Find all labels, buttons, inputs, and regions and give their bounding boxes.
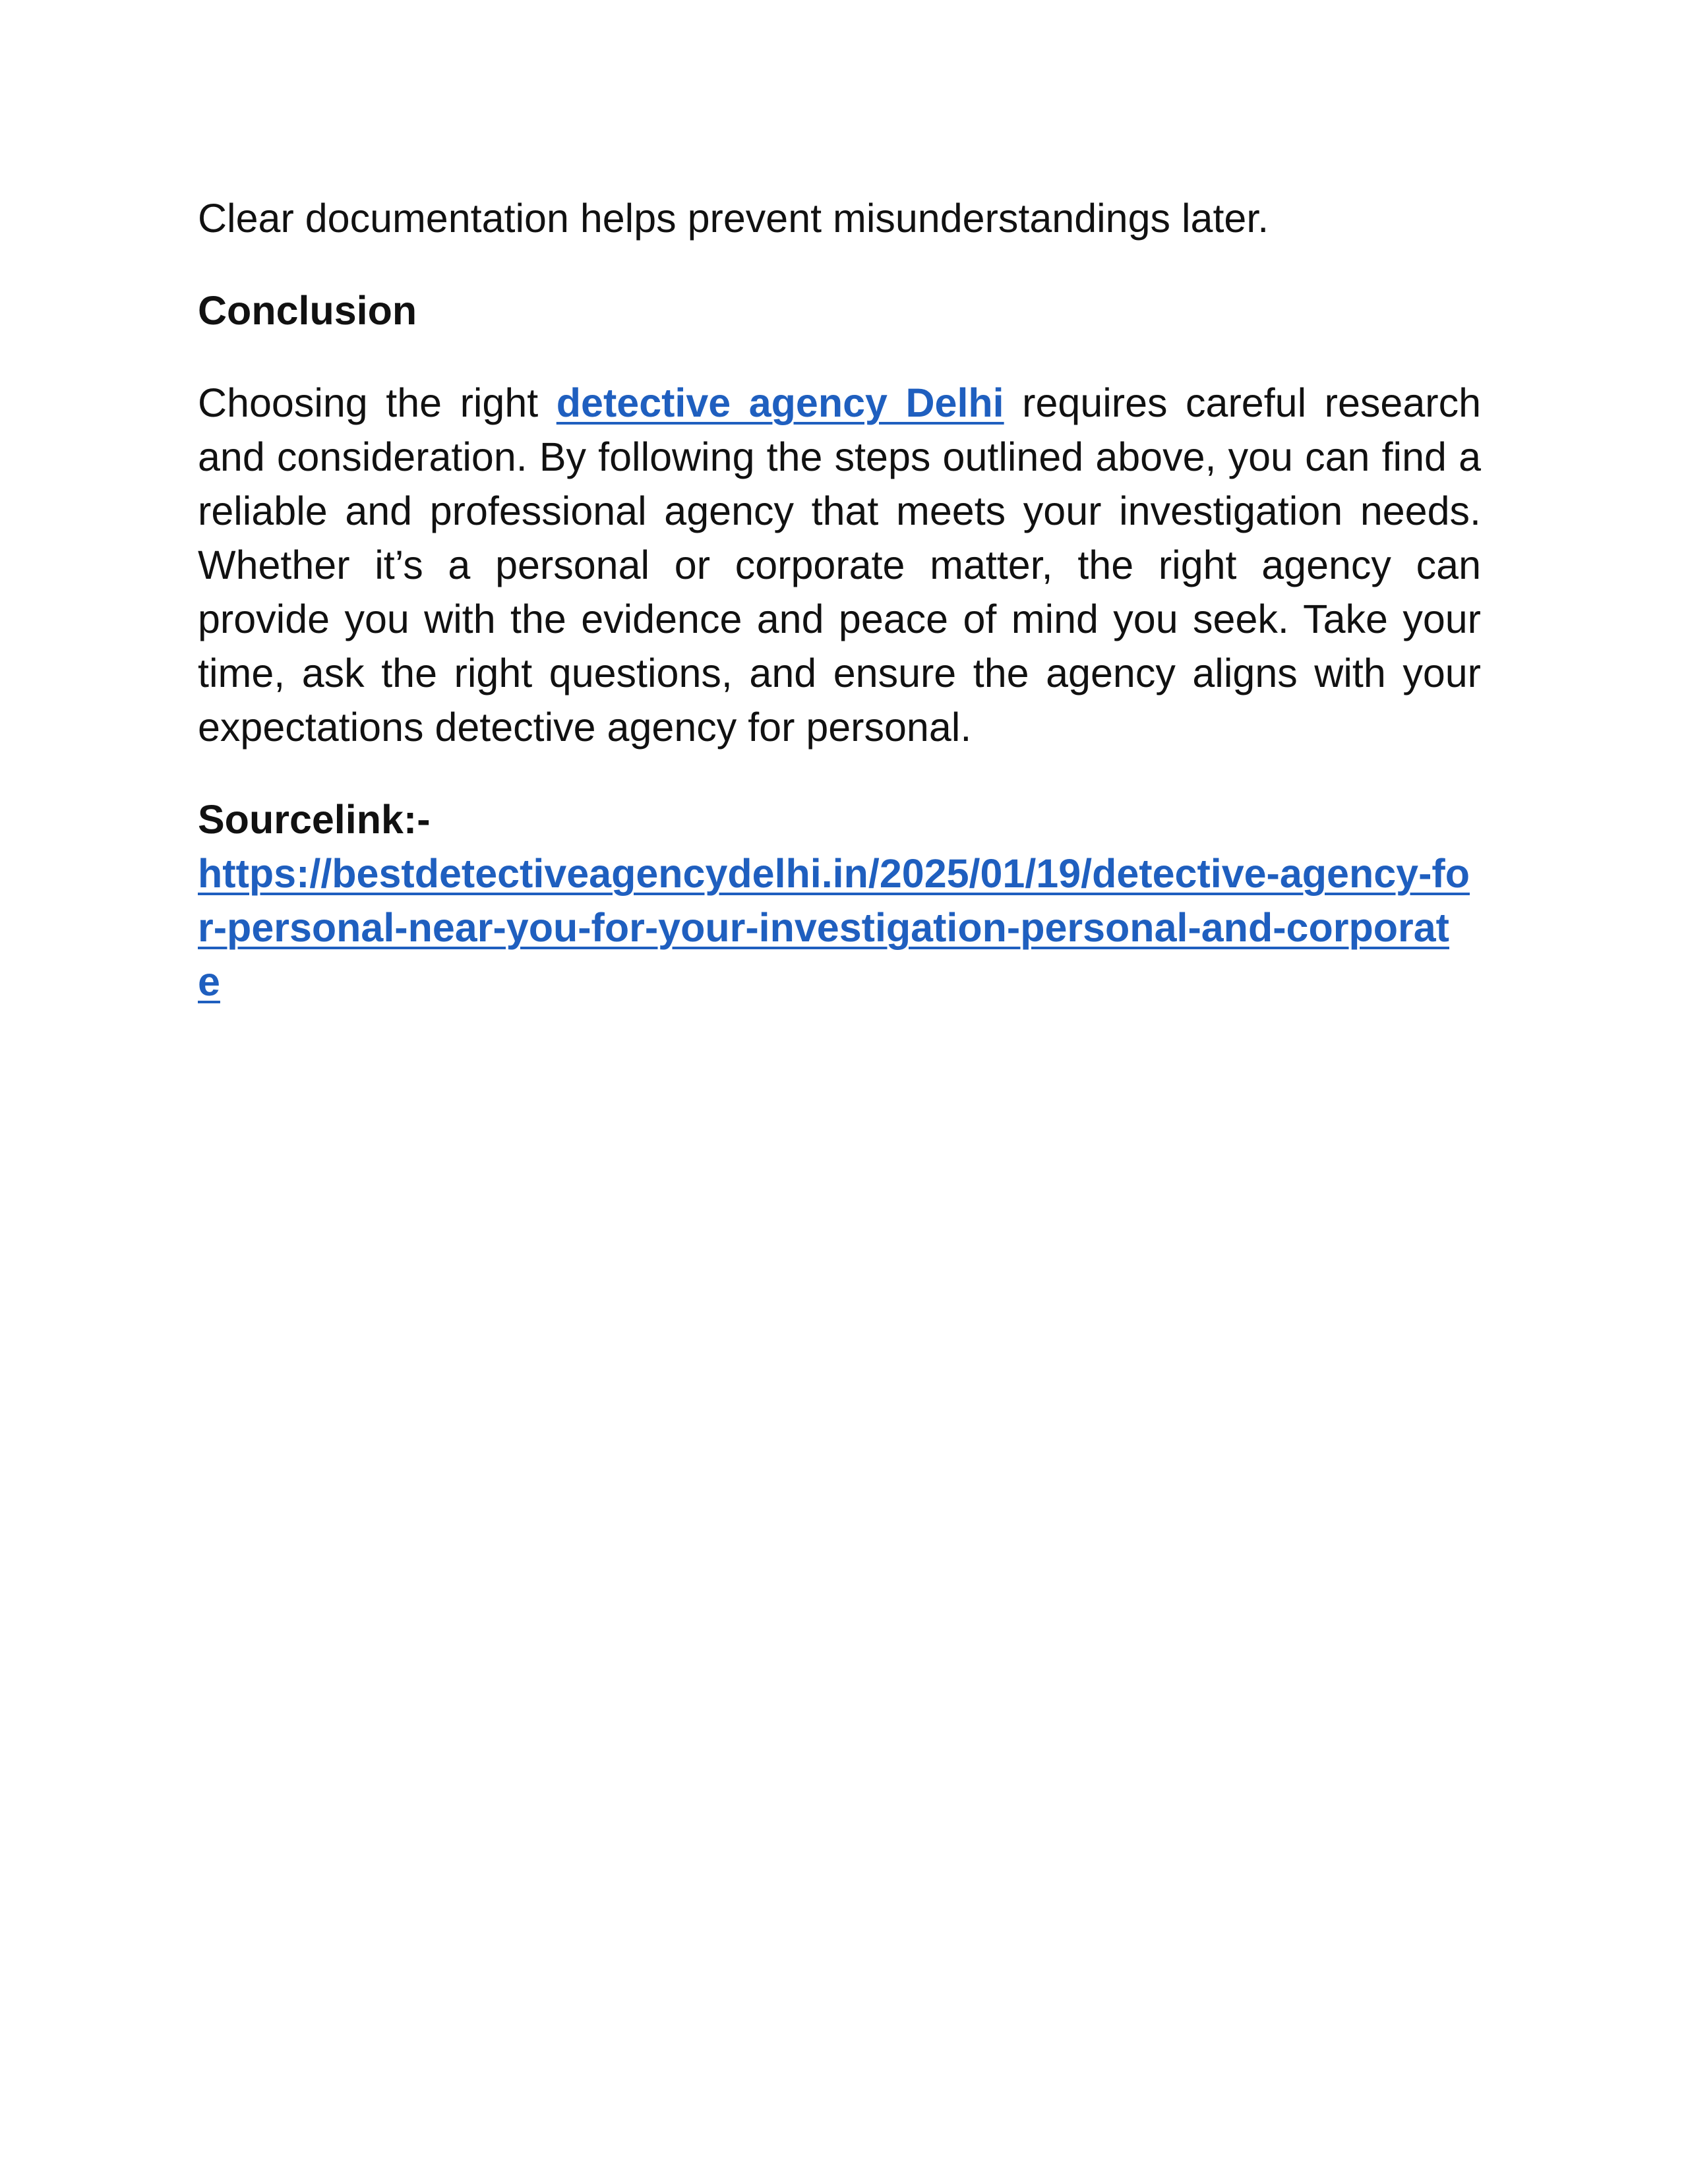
source-url-link[interactable]: https://bestdetectiveagencydelhi.in/2025/01/19/detective-agency-for-personal-near-you-for-your-investigation-personal-and-corporate bbox=[198, 851, 1470, 1004]
conclusion-paragraph bbox=[198, 376, 1481, 754]
intro-paragraph: Clear documentation helps prevent misunderstandings later. bbox=[198, 196, 1269, 241]
document-page bbox=[198, 191, 1481, 1009]
body-text-before-link: Choosing the right bbox=[198, 380, 557, 425]
source-link-label: Sourcelink:- bbox=[198, 797, 431, 842]
conclusion-heading: Conclusion bbox=[198, 288, 417, 333]
detective-agency-delhi-link[interactable]: detective agency Delhi bbox=[556, 380, 1004, 425]
body-text-after-link: requires careful research and consideration. By following the steps outlined above, you can find a reliable and professional agency that meets your investigation needs. Whether it’s a personal or corporate matter, the right agency can provide you with the evidence and peace of mind you seek. Take your time, ask the right questions, and ensure the agency aligns with your expectations detective agency for personal. bbox=[198, 380, 1481, 750]
